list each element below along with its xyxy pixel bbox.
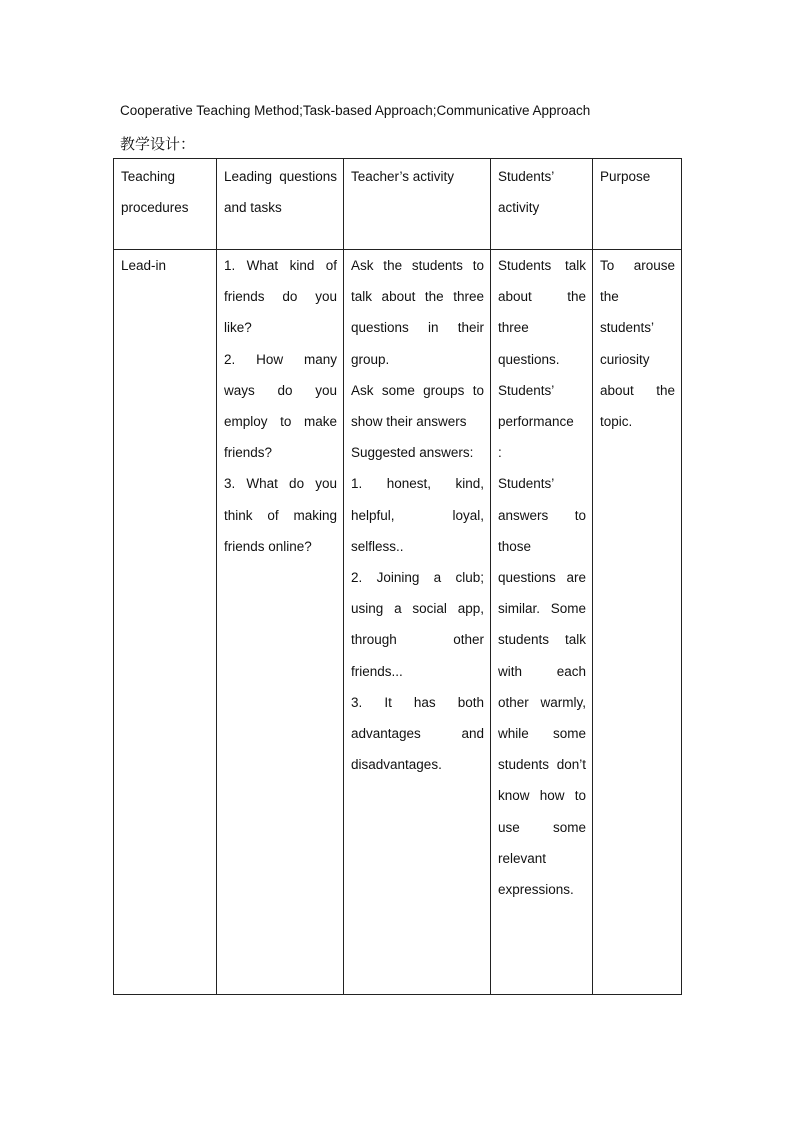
header-cell-students-activity bbox=[491, 159, 593, 250]
table-header-row bbox=[114, 159, 682, 250]
header-label: Teaching procedures bbox=[121, 169, 189, 216]
header-label: Students’ activity bbox=[498, 169, 555, 216]
table-row bbox=[114, 250, 682, 995]
header-cell-leading-questions bbox=[217, 159, 344, 250]
header-label: Teacher’s activity bbox=[351, 169, 455, 184]
header-cell-teaching-procedures bbox=[114, 159, 217, 250]
teaching-design-heading: 教学设计： bbox=[120, 135, 196, 153]
cell-procedure bbox=[114, 250, 217, 995]
header-label: Purpose bbox=[600, 169, 651, 184]
header-label: Leading questions and tasks bbox=[224, 169, 337, 216]
cell-purpose bbox=[593, 250, 682, 995]
teacher-activity-text: Ask the students to talk about the three questions in their group. Ask some groups to show their answers Suggested answers: 1. honest, kind, helpful, loyal, selfless.. 2. Joining a club; using a social app, through other friends... 3. It has both advantages and disadvantages. bbox=[351, 258, 484, 773]
cell-teacher-activity bbox=[344, 250, 491, 995]
teaching-methods-line: Cooperative Teaching Method;Task-based Approach;Communicative Approach bbox=[120, 103, 591, 118]
purpose-text: To arouse the students’ curiosity about the topic. bbox=[600, 258, 675, 430]
header-cell-purpose bbox=[593, 159, 682, 250]
students-activity-text: Students talk about the three questions. Students’ performance : Students’ answers to those questions are similar. Some students talk with each other warmly, while some students don’t know how to use some relevant expressions. bbox=[498, 258, 586, 898]
header-cell-teacher-activity bbox=[344, 159, 491, 250]
leading-questions-text: 1. What kind of friends do you like? 2. How many ways do you employ to make friends? 3. What do you think of making friends online? bbox=[224, 258, 337, 554]
teaching-plan-table bbox=[113, 158, 682, 995]
cell-leading-questions bbox=[217, 250, 344, 995]
cell-students-activity bbox=[491, 250, 593, 995]
procedure-text: Lead-in bbox=[121, 258, 167, 273]
